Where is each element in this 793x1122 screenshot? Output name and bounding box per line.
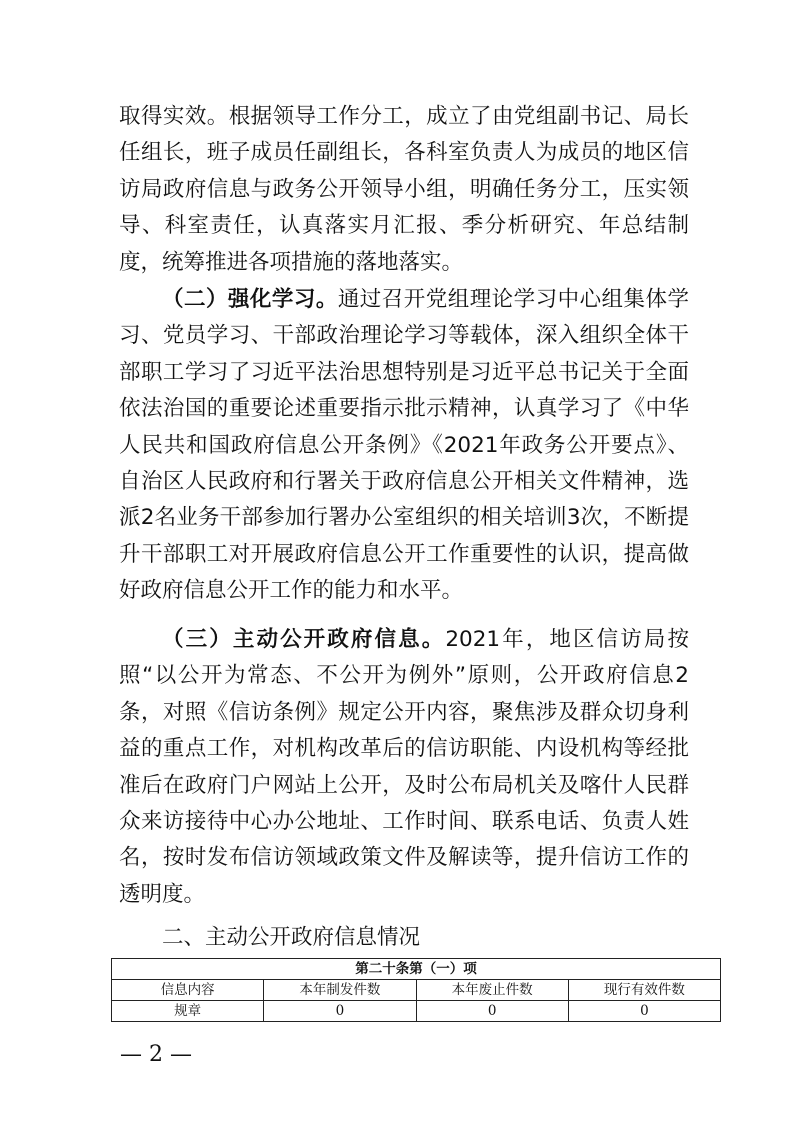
table-header-cell: 本年制发件数 (264, 980, 416, 1001)
info-table (111, 958, 721, 1022)
paragraph-1: 取得实效。根据领导工作分工，成立了由党组副书记、局长任组长，班子成员任副组长，各科室负责人为成员的地区信访局政府信息与政务公开领导小组，明确任务分工，压实领导、科室责任，认真落实月汇报、季分析研究、年总结制度，统筹推进各项措施的落地落实。 (119, 104, 689, 275)
paragraph-2-text: 通过召开党组理论学习中心组集体学习、党员学习、干部政治理论学习等载体，深入组织全体干部职工学习了习近平法治思想特别是习近平总书记关于全面依法治国的重要论述重要指示批示精神，认真学习了《中华人民共和国政府信息公开条例》《2021年政务公开要点》、自治区人民政府和行署关于政府信息公开相关文件精神，选派2名业务干部参加行署办公室组织的相关培训3次，不断提升干部职工对开展政府信息公开工作重要性的认识，提高做好政府信息公开工作的能力和水平。 (119, 287, 689, 604)
paragraph-3 (119, 622, 689, 913)
section-heading: 二、主动公开政府信息情况 (162, 925, 421, 950)
paragraph-3-text: 2021年，地区信访局按照“以公开为常态、不公开为例外”原则，公开政府信息2条，对照《信访条例》规定公开内容，聚焦涉及群众切身利益的重点工作，对机构改革后的信访职能、内设机构等经批准后在政府门户网站上公开，及时公布局机关及喀什人民群众来访接待中心办公地址、工作时间、联系电话、负责人姓名，按时发布信访领域政策文件及解读等，提升信访工作的透明度。 (119, 627, 689, 907)
table-header-row (112, 980, 721, 1001)
paragraph-2-heading: （二）强化学习。 (162, 287, 338, 312)
table-header-cell: 现行有效件数 (568, 980, 720, 1001)
table-cell: 0 (416, 1001, 568, 1022)
page-number: — 2 — (120, 1042, 192, 1067)
table-row (112, 1001, 721, 1022)
paragraph-2 (119, 282, 689, 610)
table-cell: 0 (568, 1001, 720, 1022)
table-header-cell: 本年废止件数 (416, 980, 568, 1001)
table-caption-row (112, 959, 721, 980)
table-header-cell: 信息内容 (112, 980, 264, 1001)
table-cell: 规章 (112, 1001, 264, 1022)
table-caption: 第二十条第（一）项 (112, 959, 721, 980)
paragraph-3-heading: （三）主动公开政府信息。 (162, 627, 446, 652)
table-cell: 0 (264, 1001, 416, 1022)
